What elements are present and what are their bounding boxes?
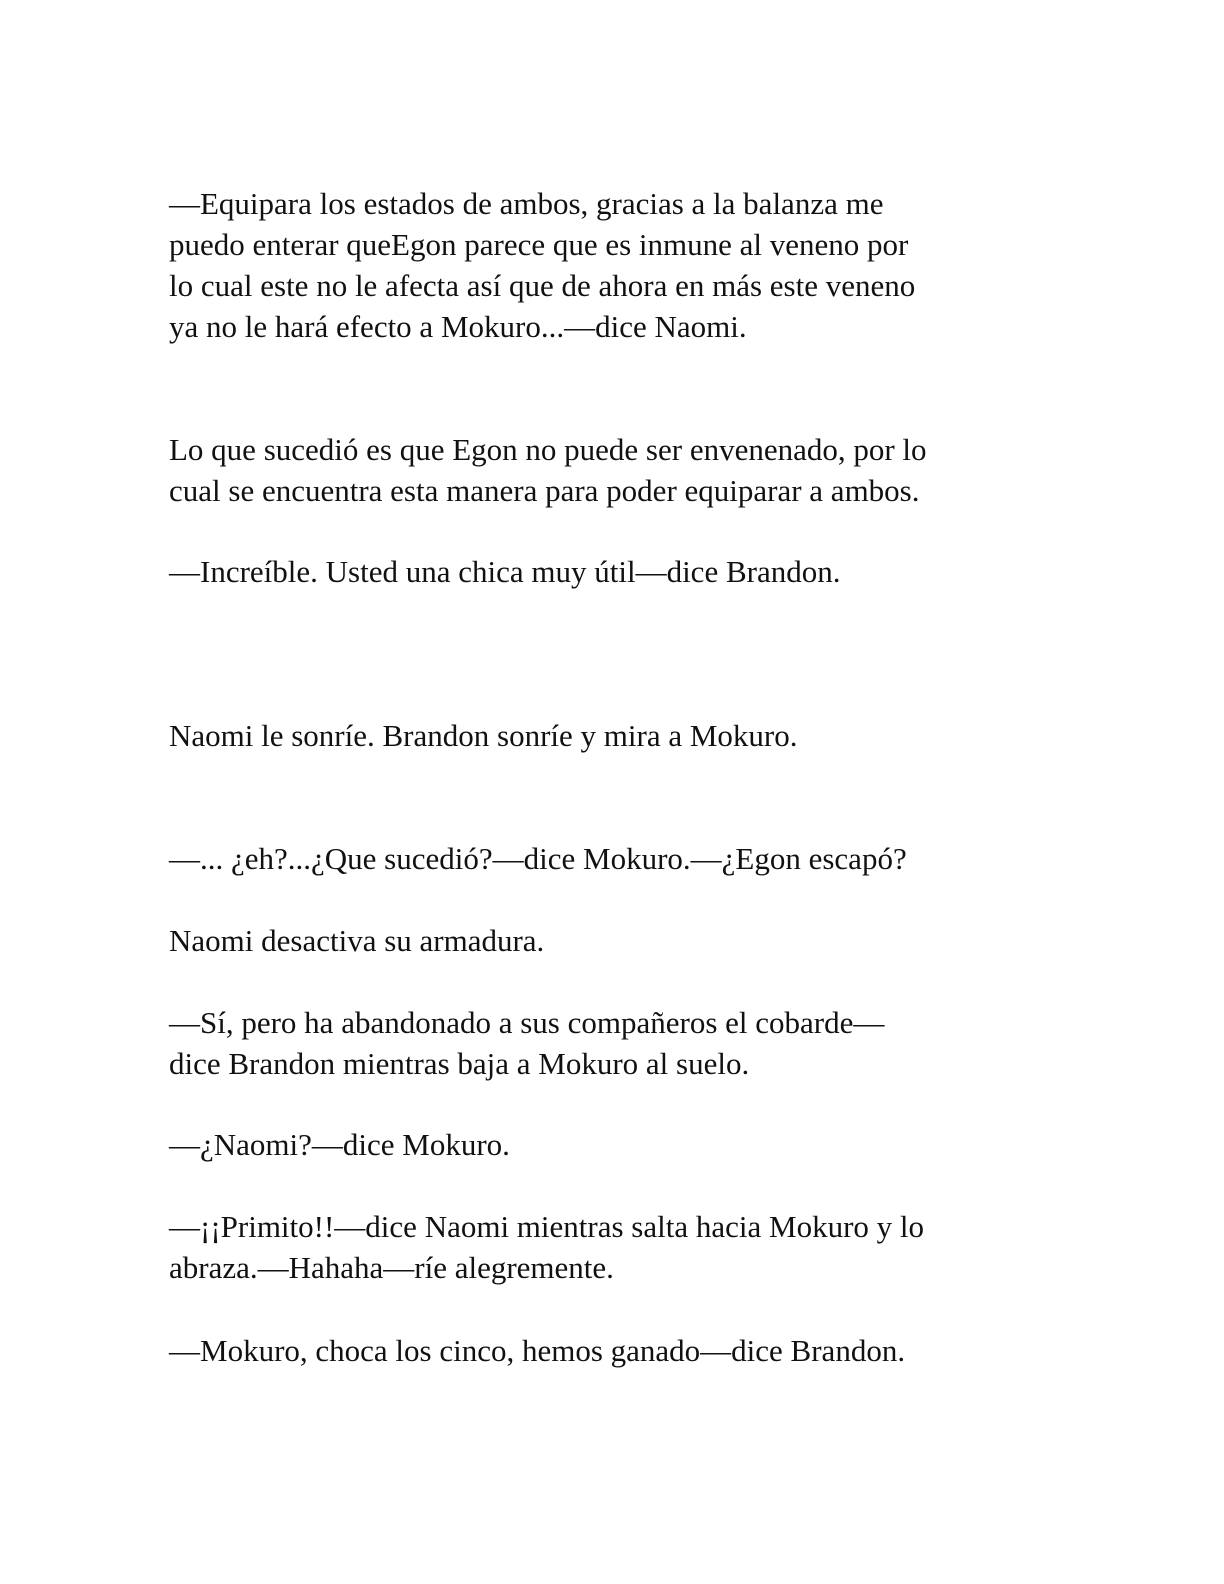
text-line: —Increíble. Usted una chica muy útil—dice Brandon. (169, 554, 841, 589)
text-line: ya no le hará efecto a Mokuro...—dice Naomi. (169, 309, 747, 344)
text-line: —Equipara los estados de ambos, gracias a la balanza me (169, 186, 884, 221)
text-line: lo cual este no le afecta así que de ahora en más este veneno (169, 268, 916, 303)
text-line: —¡¡Primito!!—dice Naomi mientras salta hacia Mokuro y lo (169, 1209, 925, 1244)
text-line: abraza.—Hahaha—ríe alegremente. (169, 1250, 614, 1285)
paragraph-mokuro-wakes (169, 838, 1069, 879)
paragraph-naomi-smiles (169, 715, 1069, 756)
text-line: Naomi le sonríe. Brandon sonríe y mira a Mokuro. (169, 718, 798, 753)
text-line: dice Brandon mientras baja a Mokuro al suelo. (169, 1046, 750, 1081)
paragraph-brandon-praise (169, 551, 1069, 592)
paragraph-narration-egon (169, 429, 1069, 511)
text-line: Lo que sucedió es que Egon no puede ser envenenado, por lo (169, 432, 927, 467)
text-line: —... ¿eh?...¿Que sucedió?—dice Mokuro.—¿Egon escapó? (169, 841, 907, 876)
paragraph-naomi-armor (169, 920, 1069, 961)
text-line: Naomi desactiva su armadura. (169, 923, 545, 958)
text-line: —Mokuro, choca los cinco, hemos ganado—dice Brandon. (169, 1333, 906, 1368)
paragraph-brandon-highfive (169, 1330, 1069, 1371)
text-line: cual se encuentra esta manera para poder equiparar a ambos. (169, 473, 920, 508)
paragraph-mokuro-naomi (169, 1124, 1069, 1165)
paragraph-brandon-coward (169, 1002, 1069, 1084)
paragraph-naomi-hug (169, 1206, 1069, 1288)
text-line: —¿Naomi?—dice Mokuro. (169, 1127, 510, 1162)
paragraph-naomi-explains (169, 183, 1069, 347)
text-line: —Sí, pero ha abandonado a sus compañeros el cobarde— (169, 1005, 885, 1040)
text-line: puedo enterar queEgon parece que es inmune al veneno por (169, 227, 909, 262)
